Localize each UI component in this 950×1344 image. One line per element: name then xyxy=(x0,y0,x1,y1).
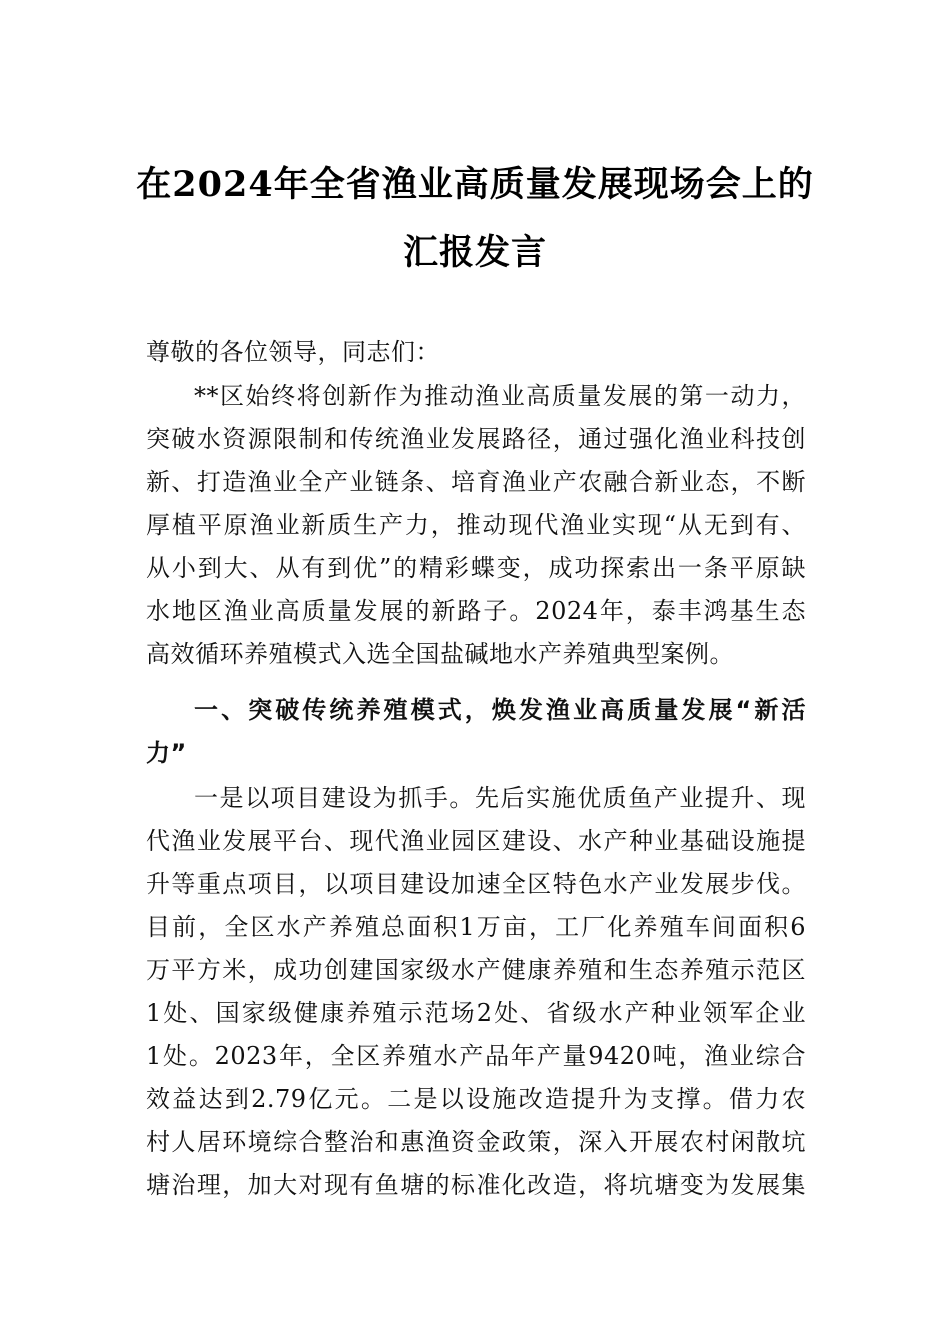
body-line: 1处、国家级健康养殖示范场2处、省级水产种业领军企业 xyxy=(146,999,806,1027)
body-line: 村人居环境综合整治和惠渔资金政策，深入开展农村闲散坑 xyxy=(146,1128,806,1156)
intro-line: 从小到大、从有到优”的精彩蝶变，成功探索出一条平原缺 xyxy=(146,554,806,582)
salutation: 尊敬的各位领导，同志们： xyxy=(146,338,440,366)
body-line: 目前，全区水产养殖总面积1万亩，工厂化养殖车间面积6 xyxy=(146,913,806,941)
intro-line: 厚植平原渔业新质生产力，推动现代渔业实现“从无到有、 xyxy=(146,511,806,539)
body-line: 效益达到2.79亿元。二是以设施改造提升为支撑。借力农 xyxy=(146,1085,806,1113)
intro-line: 突破水资源限制和传统渔业发展路径，通过强化渔业科技创 xyxy=(146,425,806,453)
section-heading-line: 力” xyxy=(146,739,187,767)
intro-line: 高效循环养殖模式入选全国盐碱地水产养殖典型案例。 xyxy=(146,640,734,668)
section-heading-line: 一、突破传统养殖模式，焕发渔业高质量发展“新活 xyxy=(194,696,806,724)
body-line: 塘治理，加大对现有鱼塘的标准化改造，将坑塘变为发展集 xyxy=(146,1171,806,1199)
intro-line: **区始终将创新作为推动渔业高质量发展的第一动力， xyxy=(194,382,806,410)
document-title-line-1: 在2024年全省渔业高质量发展现场会上的 xyxy=(136,164,814,205)
body-line: 升等重点项目，以项目建设加速全区特色水产业发展步伐。 xyxy=(146,870,806,898)
body-line: 万平方米，成功创建国家级水产健康养殖和生态养殖示范区 xyxy=(146,956,806,984)
body-line: 代渔业发展平台、现代渔业园区建设、水产种业基础设施提 xyxy=(146,827,806,855)
intro-line: 新、打造渔业全产业链条、培育渔业产农融合新业态，不断 xyxy=(146,468,806,496)
intro-line: 水地区渔业高质量发展的新路子。2024年，泰丰鸿基生态 xyxy=(146,597,806,625)
body-line: 1处。2023年，全区养殖水产品年产量9420吨，渔业综合 xyxy=(146,1042,806,1070)
document-title-line-2: 汇报发言 xyxy=(402,232,547,273)
body-line: 一是以项目建设为抓手。先后实施优质鱼产业提升、现 xyxy=(194,784,806,812)
